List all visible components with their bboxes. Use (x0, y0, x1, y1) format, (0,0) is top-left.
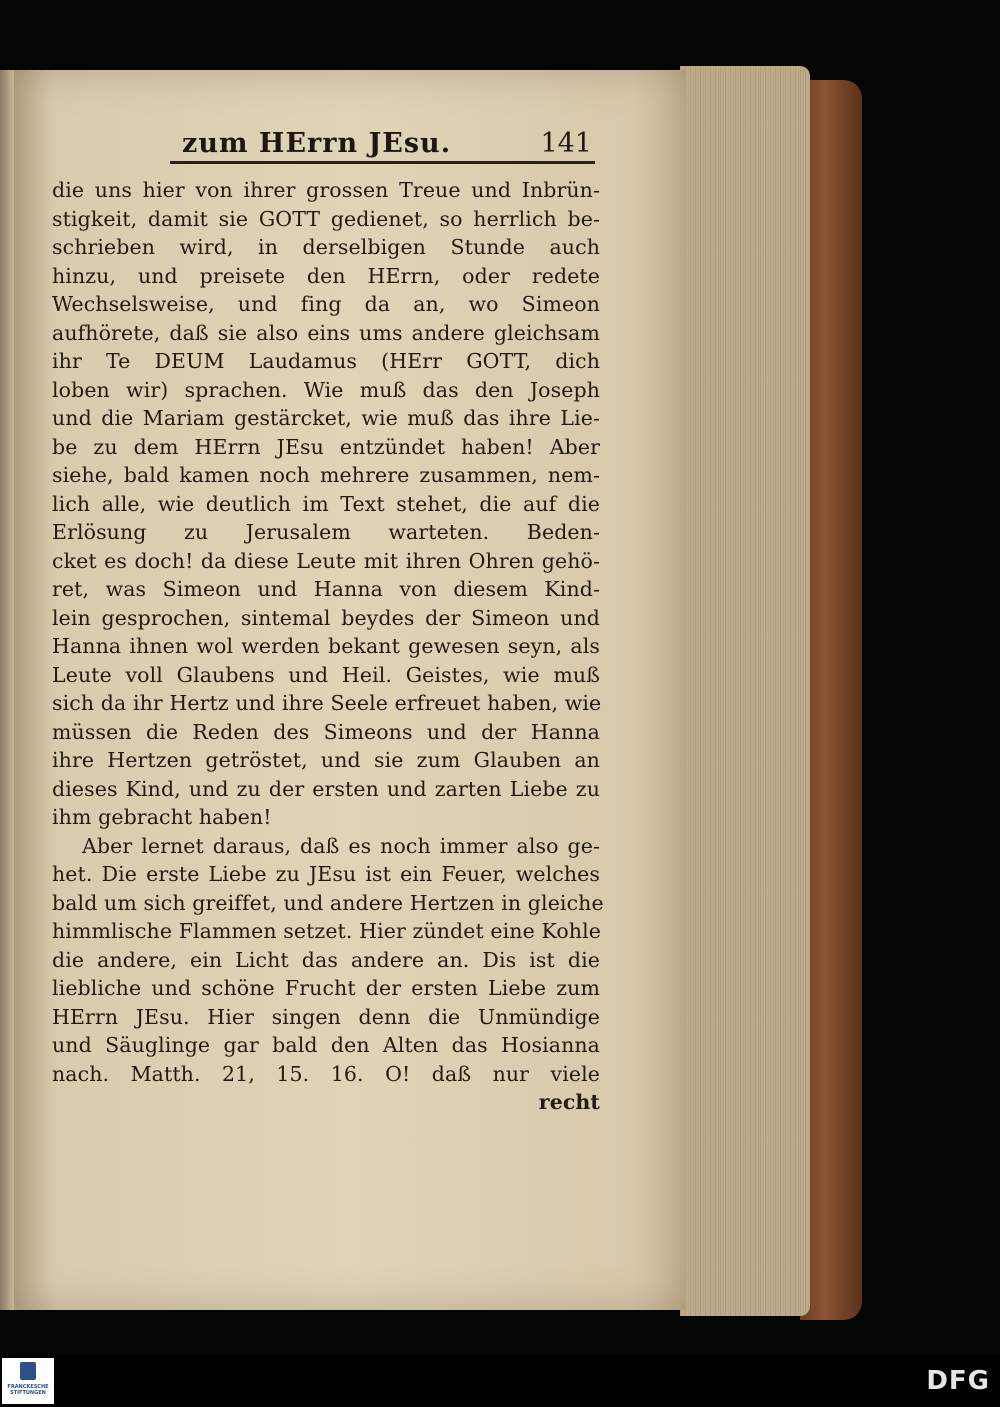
text-line: Leute voll Glaubens und Heil. Geistes, wie muß (52, 662, 600, 687)
text-line: und die Mariam gestärcket, wie muß das ihre Lie- (52, 406, 600, 430)
text-line: lein gesprochen, sintemal beydes der Simeon und (52, 605, 600, 630)
page-block-edges (680, 66, 810, 1316)
running-title: zum HErrn JEsu. (182, 128, 452, 159)
text-line: dieses Kind, und zu der ersten und zarten Liebe zu (52, 776, 600, 801)
text-line: himmlische Flammen setzet. Hier zündet eine Kohle (52, 919, 601, 943)
text-line: bald um sich greiffet, und andere Hertzen in gleiche (52, 890, 604, 915)
text-line: die uns hier von ihrer grossen Treue und Inbrün- (52, 178, 600, 202)
text-line: cket es doch! da diese Leute mit ihren Ohren gehö- (52, 548, 600, 573)
text-line: ihm gebracht haben! (52, 805, 272, 829)
text-line: Hanna ihnen wol werden bekant gewesen seyn, als (52, 634, 600, 658)
text-line: loben wir) sprachen. Wie muß das den Joseph (52, 377, 600, 402)
text-line: ihre Hertzen getröstet, und sie zum Glauben an (52, 748, 600, 772)
dfg-logo[interactable]: DFG (926, 1366, 990, 1396)
text-line: Erlösung zu Jerusalem warteten. Beden- (52, 520, 600, 544)
text-line: Aber lernet daraus, daß es noch immer also ge- (82, 833, 600, 858)
logo-caption: FRANCKESCHE STIFTUNGEN (7, 1384, 49, 1396)
text-line: und Säuglinge gar bald den Alten das Hosianna (52, 1033, 600, 1057)
text-line: nach. Matth. 21, 15. 16. O! daß nur viele (52, 1061, 600, 1086)
text-line: müssen die Reden des Simeons und der Hanna (52, 719, 600, 744)
text-line: liebliche und schöne Frucht der ersten Liebe zum (52, 976, 600, 1000)
text-line: sich da ihr Hertz und ihre Seele erfreuet haben, wie (52, 691, 602, 715)
text-line: aufhörete, daß sie also eins ums andere gleichsam (52, 320, 600, 345)
text-line: Wechselsweise, und fing da an, wo Simeon (52, 292, 600, 316)
text-line: HErrn JEsu. Hier singen denn die Unmündige (52, 1004, 600, 1029)
facing-page-edge (0, 70, 14, 1310)
header-rule (170, 161, 595, 164)
text-line: stigkeit, damit sie GOTT gedienet, so herrlich be- (52, 206, 600, 231)
text-line: hinzu, und preisete den HErrn, oder redete (52, 263, 600, 288)
catchword: recht (538, 1090, 600, 1114)
text-line: schrieben wird, in derselbigen Stunde auch (52, 235, 600, 259)
text-line: het. Die erste Liebe zu JEsu ist ein Feuer, welches (52, 862, 600, 886)
viewer-footer (0, 1355, 1000, 1407)
page-number: 141 (540, 128, 592, 159)
institution-emblem-icon (20, 1362, 36, 1380)
text-line: be zu dem HErrn JEsu entzündet haben! Aber (52, 434, 600, 459)
text-line: siehe, bald kamen noch mehrere zusammen, nem- (52, 463, 600, 487)
body-text (52, 176, 604, 1117)
francke-logo[interactable] (2, 1358, 54, 1404)
text-line: ihr Te DEUM Laudamus (HErr GOTT, dich (52, 349, 600, 373)
text-line: die andere, ein Licht das andere an. Dis ist die (52, 947, 600, 972)
text-line: lich alle, wie deutlich im Text stehet, die auf die (52, 491, 600, 516)
text-line: ret, was Simeon und Hanna von diesem Kind- (52, 577, 600, 601)
